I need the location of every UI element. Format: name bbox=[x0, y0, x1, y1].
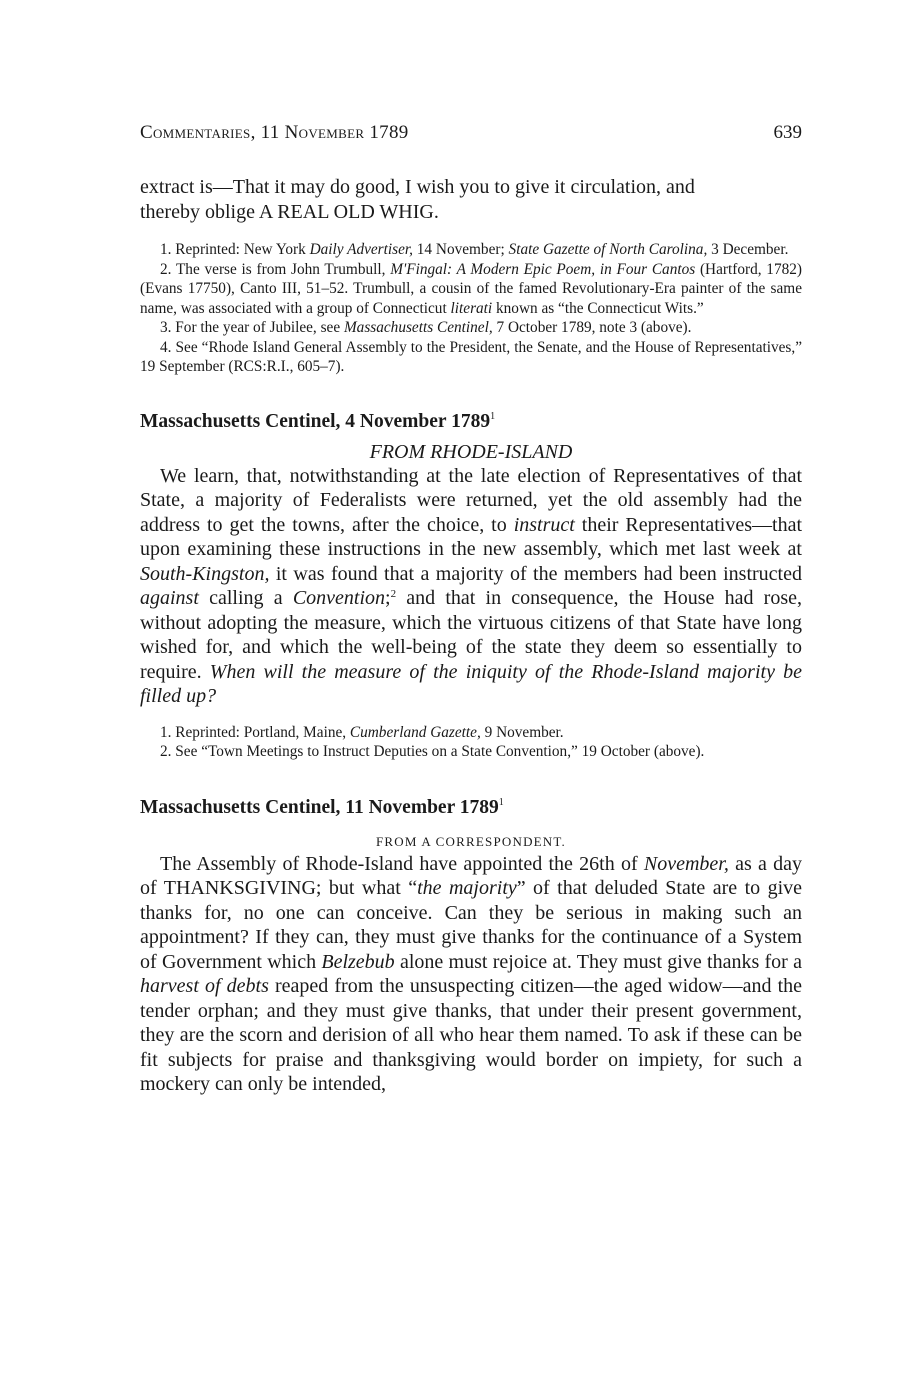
intro-line-1: extract is—That it may do good, I wish you to give it circulation, and bbox=[140, 176, 695, 198]
endnotes-prev bbox=[140, 240, 802, 377]
subheading-from-rhode-island: FROM RHODE-ISLAND bbox=[369, 440, 573, 463]
heading-footnote-marker: 1 bbox=[490, 410, 496, 422]
footnote-marker: 2 bbox=[390, 588, 397, 600]
article-paragraph-2: The Assembly of Rhode-Island have appointed the 26th of November, as a day of THANKSGIVING; but what “the majority” of that deluded State are to give thanks for, no one can conceive. Can they be serious in making such an appointment? If they can, they must give thanks for the continuance of a System of Government which Belzebub alone must rejoice at. They must give thanks for a harvest of debts reaped from the unsuspecting citizen—the aged widow—and the tender orphan; and they must give thanks, that under their present government, they are the scorn and derision of all who hear them named. To ask if these can be fit subjects for praise and thanksgiving would border on impiety, for such a mockery can only be intended, bbox=[140, 852, 803, 1095]
running-head-title: Commentaries, 11 November 1789 bbox=[140, 122, 409, 143]
endnote-2: 2. See “Town Meetings to Instruct Deputies on a State Convention,” 19 October (above). bbox=[160, 743, 705, 760]
page-number: 639 bbox=[773, 122, 802, 143]
section-heading-centinel-11-nov: Massachusetts Centinel, 11 November 1789$^1$ bbox=[140, 796, 504, 818]
intro-line-2: thereby oblige A REAL OLD WHIG. bbox=[140, 200, 439, 223]
article-paragraph-1: We learn, that, notwithstanding at the late election of Representatives of that State, a majority of Federalists were returned, yet the old assembly had the address to get the towns, after the choice, to instruct their Representatives—that upon examining these instructions in the new assembly, which met last week at South-Kingston, it was found that a majority of the members had been instructed against calling a Convention;$^2$ and that in consequence, the House had rose, without adopting the measure, which the virtuous citizens of that State have long wished for, and which the well-being of the state they deem so essentially to require. When will the measure of the iniquity of the Rhode-Island majority be filled up? bbox=[140, 464, 803, 707]
section-heading-centinel-4-nov: Massachusetts Centinel, 4 November 1789$^1$ bbox=[140, 410, 496, 432]
endnote-3: 3. For the year of Jubilee, see Massachusetts Centinel, 7 October 1789, note 3 (above). bbox=[160, 319, 692, 336]
endnote-4: 4. See “Rhode Island General Assembly to the President, the Senate, and the House of Representatives,” 19 September (RCS:R.I., 605–7). bbox=[140, 338, 802, 375]
endnote-1: 1. Reprinted: New York Daily Advertiser, 14 November; State Gazette of North Carolina, 3 December. bbox=[160, 241, 789, 258]
endnote-1: 1. Reprinted: Portland, Maine, Cumberland Gazette, 9 November. bbox=[160, 723, 564, 741]
subheading-from-a-correspondent: FROM A CORRESPONDENT. bbox=[375, 833, 567, 849]
endnotes-section-1 bbox=[140, 723, 802, 762]
heading-footnote-marker: 1 bbox=[498, 796, 504, 808]
endnote-2: 2. The verse is from John Trumbull, M'Fingal: A Modern Epic Poem, in Four Cantos (Hartford, 1782) (Evans 17750), Canto III, 51–52. Trumbull, a cousin of the famed Revolutionary-Era painter of the same name, was associated with a group of Connecticut literati known as “the Connecticut Wits.” bbox=[140, 260, 802, 317]
running-head bbox=[140, 120, 802, 146]
document-page bbox=[140, 120, 802, 1097]
intro-paragraph bbox=[140, 175, 802, 224]
